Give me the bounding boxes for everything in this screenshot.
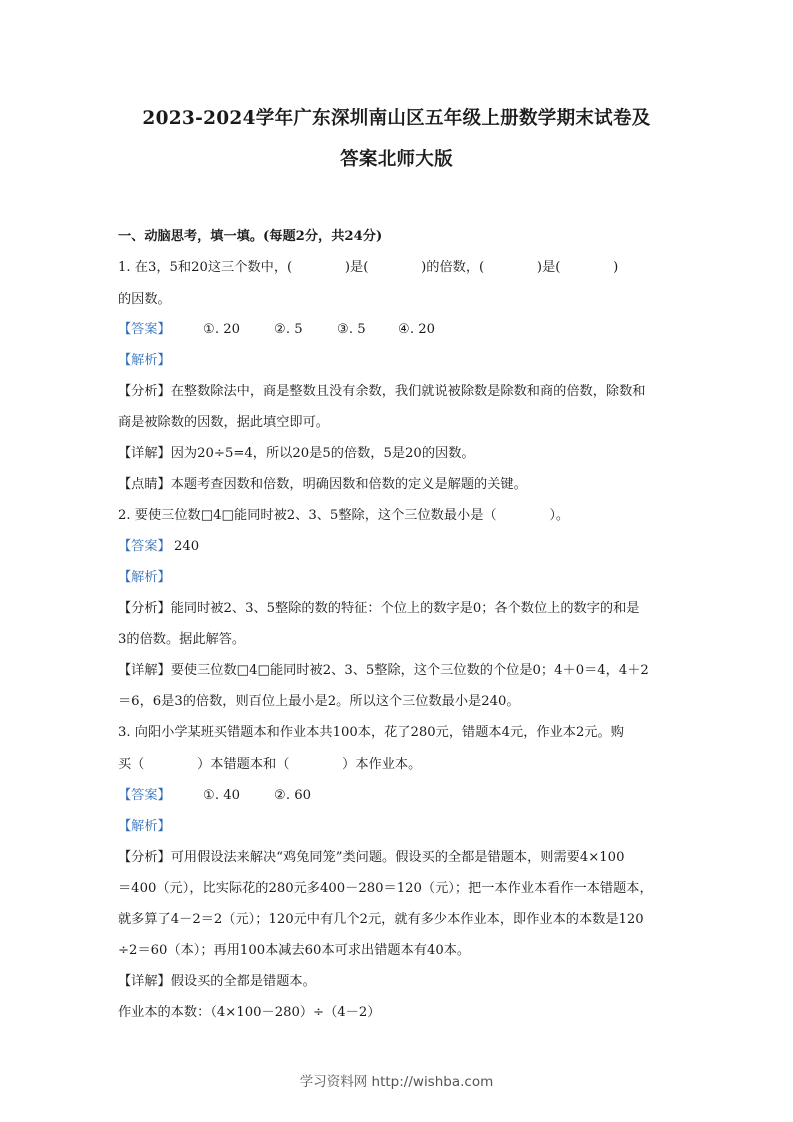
question-3-line-2: 买（ ）本错题本和（ ）本作业本。 (118, 757, 422, 772)
analysis-text: 【分析】在整数除法中，商是整数且没有余数，我们就说被除数是除数和商的倍数，除数和 (118, 384, 646, 399)
answer-value: ①. 20 (203, 322, 240, 337)
document-title-line-2: 答案北师大版 (340, 149, 453, 170)
answer-value: ②. 60 (274, 788, 311, 803)
question-3-line-1: 3. 向阳小学某班买错题本和作业本共100本，花了280元，错题本4元，作业本2元。购 (118, 725, 624, 740)
detail-text: 【详解】假设买的全都是错题本。 (118, 974, 316, 989)
analysis-text: 3的倍数。据此解答。 (118, 632, 246, 647)
answer-label: 【答案】 (118, 539, 171, 554)
analysis-text: 【分析】可用假设法来解决“鸡兔同笼”类问题。假设买的全都是错题本，则需要4×100 (118, 850, 625, 865)
detail-text: ＝6，6是3的倍数，则百位上最小是2。所以这个三位数最小是240。 (118, 694, 520, 709)
answer-label: 【答案】 (118, 322, 171, 337)
analysis-text: 商是被除数的因数，据此填空即可。 (118, 415, 329, 430)
analysis-text: ＝400（元），比实际花的280元多400－280＝120（元）；把一本作业本看作一本错题本， (118, 881, 653, 896)
detail-text: 【详解】因为20÷5=4，所以20是5的倍数，5是20的因数。 (118, 446, 475, 461)
answer-value: ②. 5 (274, 322, 303, 337)
footer-watermark: 学习资料网 http://wishba.com (299, 1074, 494, 1090)
question-1-line-2: 的因数。 (118, 292, 171, 307)
analysis-label: 【解析】 (118, 819, 171, 834)
question-1-line-1: 1. 在3，5和20这三个数中，( )是( )的倍数，( )是( ) (118, 260, 619, 275)
analysis-text: ÷2＝60（本）；再用100本减去60本可求出错题本有40本。 (118, 943, 471, 958)
answer-label: 【答案】 (118, 788, 171, 803)
answer-value: ③. 5 (337, 322, 366, 337)
answer-value: 240 (174, 539, 200, 554)
work-text: 作业本的本数：（4×100－280）÷（4－2） (118, 1005, 381, 1020)
analysis-label: 【解析】 (118, 570, 171, 585)
analysis-text: 就多算了4－2＝2（元）；120元中有几个2元，就有多少本作业本，即作业本的本数是120 (118, 912, 644, 927)
analysis-label: 【解析】 (118, 353, 171, 368)
analysis-text: 【分析】能同时被2、3、5整除的数的特征：个位上的数字是0；各个数位上的数字的和是 (118, 601, 640, 616)
answer-value: ①. 40 (203, 788, 240, 803)
section-heading: 一、动脑思考，填一填。(每题2分，共24分) (118, 229, 383, 244)
detail-text: 【详解】要使三位数□4□能同时被2、3、5整除，这个三位数的个位是0；4＋0＝4，4＋2 (118, 663, 649, 678)
document-title-line-1: 2023-2024学年广东深圳南山区五年级上册数学期末试卷及 (142, 108, 651, 129)
question-2-line-1: 2. 要使三位数□4□能同时被2、3、5整除，这个三位数最小是（ ）。 (118, 508, 570, 523)
answer-value: ④. 20 (398, 322, 435, 337)
comment-text: 【点睛】本题考查因数和倍数，明确因数和倍数的定义是解题的关键。 (118, 477, 527, 492)
